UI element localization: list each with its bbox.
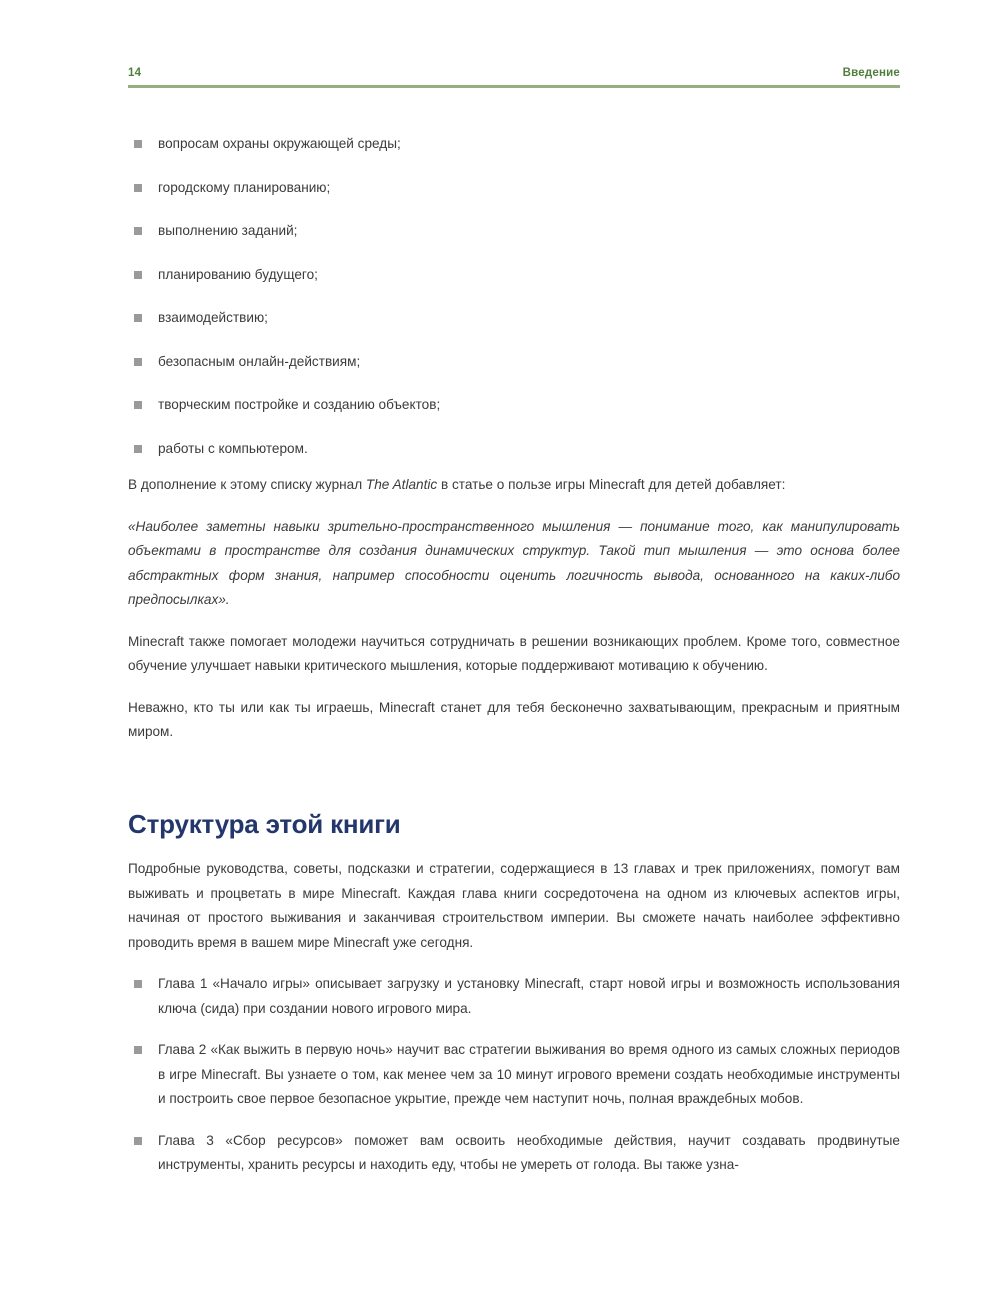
square-bullet-icon [134,980,142,988]
list-item-text: городскому планированию; [158,179,331,195]
paragraph-closing: Неважно, кто ты или как ты играешь, Minecraft станет для тебя бесконечно захватывающим, прекрасным и приятным миром. [128,699,900,739]
list-item-text: выполнению заданий; [158,223,298,238]
list-item [128,219,900,244]
list-item-text: безопасным онлайн-действиям; [158,353,361,369]
paragraph-atlantic-intro [128,473,900,498]
running-head-section-title: Введение [842,67,900,79]
paragraph-quote: «Наиболее заметны навыки зрительно-пространственного мышления — понимание того, как манипулировать объектами в пространстве для создания динамических структур. Такой тип мышления — это основа более абстрактных форм знания, например способности оценить логичность вывода, основанного на каких-либо предпосылках». [128,518,900,607]
list-item [128,132,900,157]
square-bullet-icon [134,314,142,322]
list-item [128,437,900,462]
page-number: 14 [128,67,142,79]
square-bullet-icon [134,140,142,148]
magazine-title: The Atlantic [365,477,438,492]
list-item-text: Глава 1 «Начало игры» описывает загрузку и установку Minecraft, старт новой игры и возможность использования ключа (сида) при создании нового игрового мира. [158,976,900,1016]
paragraph-collaboration: Minecraft также помогает молодежи научиться сотрудничать в решении возникающих проблем. Кроме того, совместное обучение улучшает навыки критического мышления, которые поддерживают мотивацию к обучению. [128,633,900,673]
list-item [128,350,900,375]
list-item [128,263,900,288]
page-title: Структура этой книги [128,808,401,839]
list-item [128,306,900,331]
list-item [128,1129,900,1178]
running-head [128,68,900,98]
square-bullet-icon [134,227,142,235]
square-bullet-icon [134,358,142,366]
square-bullet-icon [134,184,142,192]
list-item-text: творческим постройке и созданию объектов; [158,397,441,412]
paragraph-structure-intro: Подробные руководства, советы, подсказки и стратегии, содержащиеся в 13 главах и трек приложениях, помогут вам выживать и процветать в мире Minecraft. Каждая глава книги сосредоточена на одном из ключевых аспектов игры, начиная от простого выживания и заканчивая строительством империи. Вы сможете начать наиболее эффективно проводить время в вашем мире Minecraft уже сегодня. [128,861,900,950]
list-item [128,972,900,1021]
spacer [128,461,900,473]
list-item-text: Глава 2 «Как выжить в первую ночь» научит вас стратегии выживания во время одного из самых сложных периодов в игре Minecraft. Вы узнаете о том, как менее чем за 10 минут игрового времени создать необходимые инструменты и построить свое первое безопасное укрытие, прежде чем наступит ночь, полная враждебных мобов. [158,1042,900,1107]
chapter-summary-list [128,972,900,1178]
list-item [128,176,900,201]
square-bullet-icon [134,271,142,279]
square-bullet-icon [134,1046,142,1054]
square-bullet-icon [134,445,142,453]
spacer [128,762,900,810]
list-item-text: вопросам охраны окружающей среды; [158,136,401,151]
list-item-text: работы с компьютером. [158,440,308,456]
list-item-text: взаимодействию; [158,310,268,325]
square-bullet-icon [134,401,142,409]
paragraph-text-tail: в статье о пользе игры Minecraft для детей добавляет: [437,477,786,492]
list-item [128,1038,900,1112]
text-column [128,132,900,1178]
intro-bullet-list [128,132,900,461]
list-item-text: планированию будущего; [158,266,318,282]
list-item [128,393,900,418]
header-rule [128,85,900,88]
list-item-text: Глава 3 «Сбор ресурсов» поможет вам освоить необходимые действия, научит создавать продвинутые инструменты, хранить ресурсы и находить еду, чтобы не умереть от голода. Вы также узна- [158,1132,900,1173]
running-head-row [128,68,900,85]
square-bullet-icon [134,1137,142,1145]
paragraph-text-lead: В дополнение к этому списку журнал [128,477,366,492]
